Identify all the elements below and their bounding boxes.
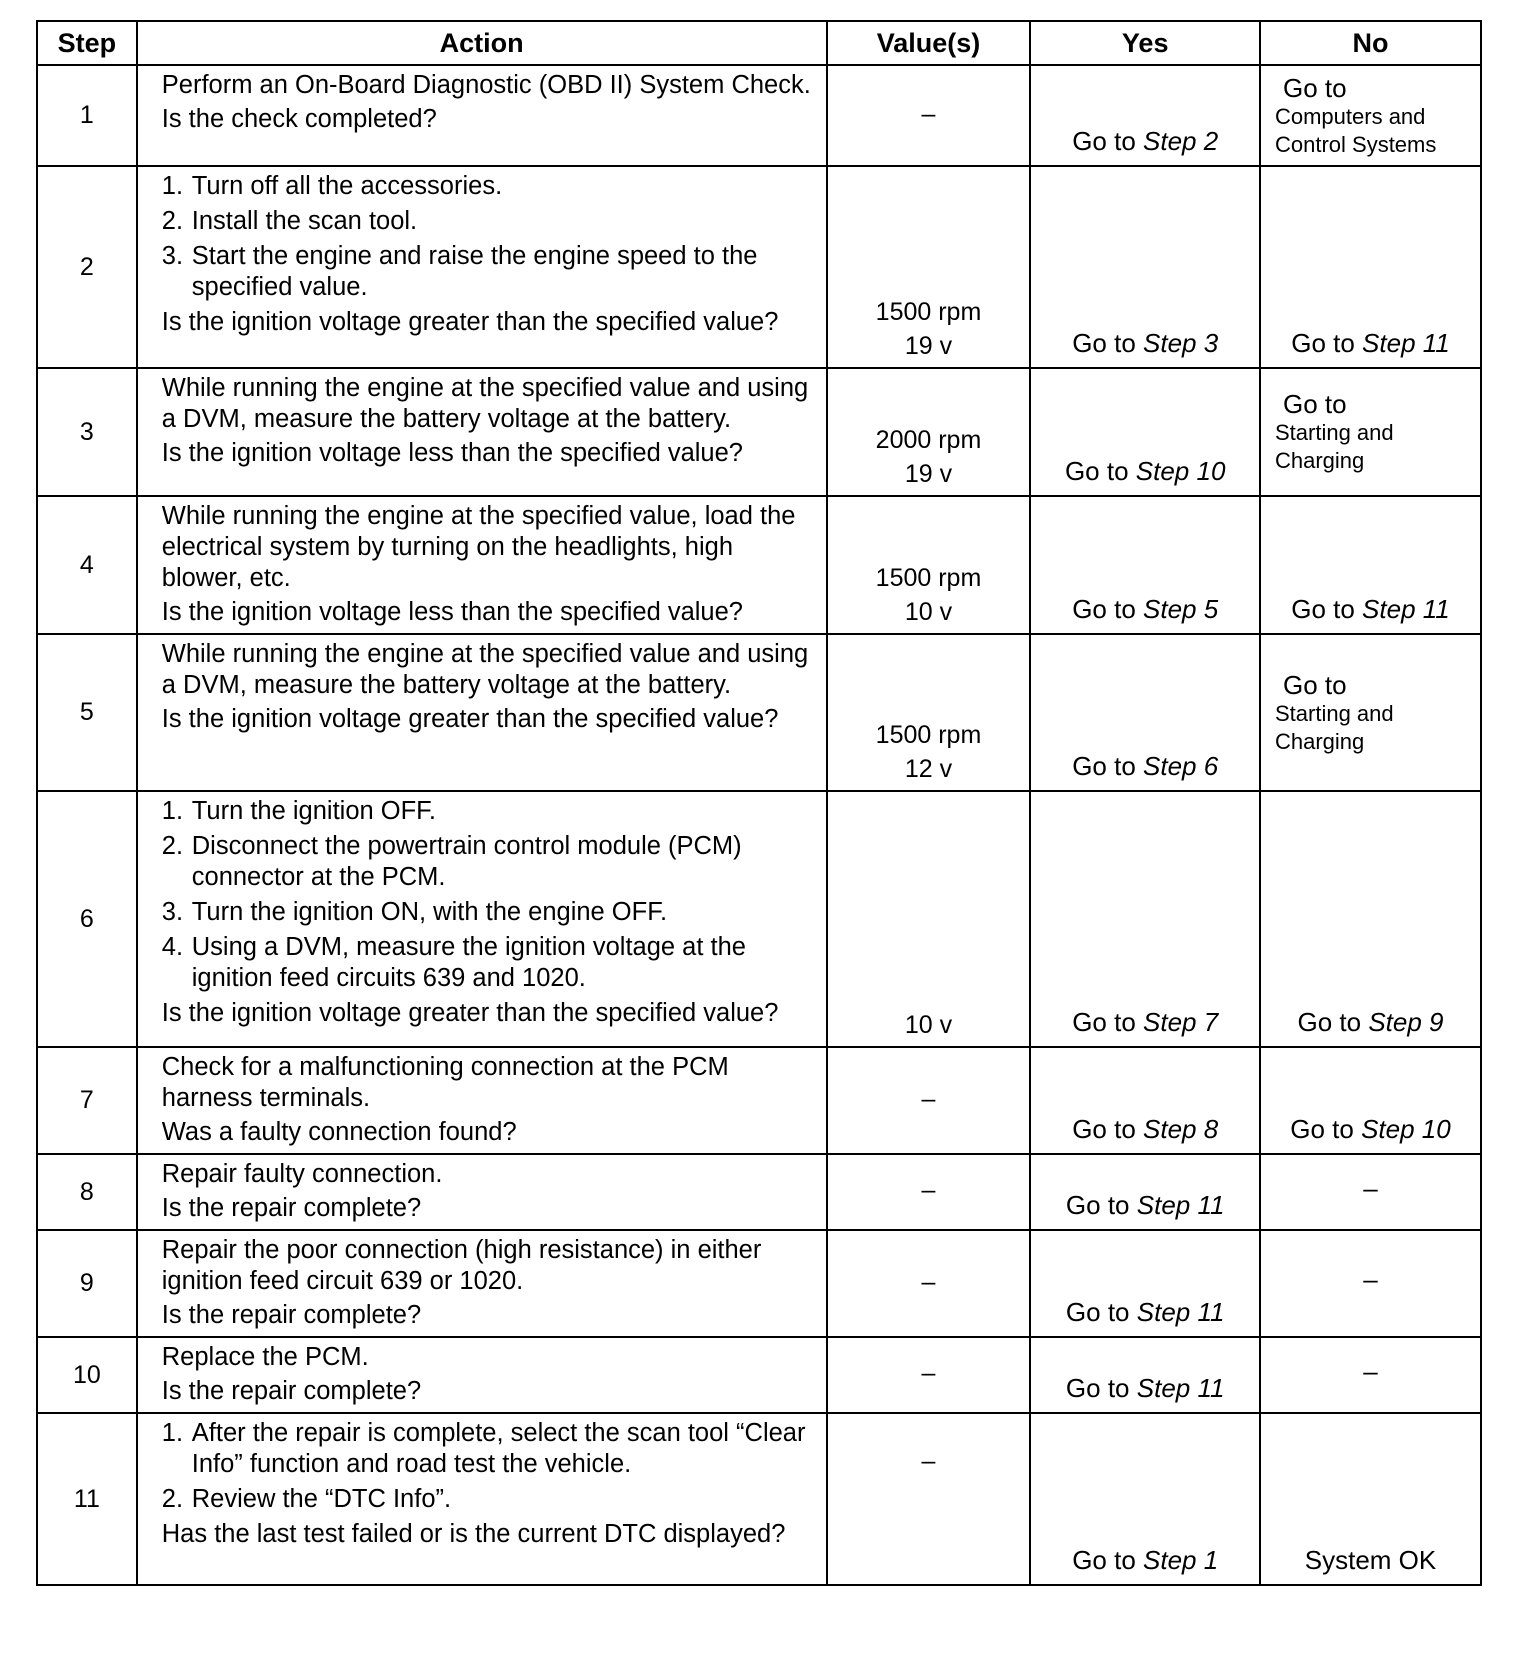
yes-prefix: Go to [1072,751,1144,781]
action-item [162,897,814,928]
value-cell [827,166,1031,368]
value-cell [827,791,1031,1047]
value-line: 1500 rpm [875,298,982,326]
no-cell [1260,368,1481,496]
yes-step-link: Step 7 [1143,1007,1219,1037]
value-line: 10 v [904,598,953,626]
yes-cell [1030,1337,1260,1413]
item-text: Start the engine and raise the engine speed to the specified value. [191,242,758,301]
action-question: Is the ignition voltage greater than the specified value? [161,705,779,733]
no-prefix: Go to [1297,1007,1369,1037]
yes-step-link: Step 10 [1135,456,1226,486]
table-row [37,368,1481,496]
table-row [37,791,1481,1047]
no-goto-target: Computers and Control Systems [1274,103,1437,157]
no-goto-target: Starting and Charging [1274,700,1394,754]
yes-prefix: Go to [1072,1545,1144,1575]
no-prefix: Go to [1290,1114,1362,1144]
value-cell: – [827,1413,1031,1585]
no-step-link: Step 11 [1362,328,1450,358]
step-number: 7 [37,1047,137,1154]
step-number: 5 [37,634,137,791]
action-cell [137,166,827,368]
yes-prefix: Go to [1072,126,1144,156]
action-cell [137,65,827,166]
action-cell [137,1413,827,1585]
no-cell: – [1260,1337,1481,1413]
item-text: Install the scan tool. [191,207,418,235]
yes-step-link: Step 11 [1136,1190,1225,1220]
table-row [37,634,1481,791]
no-cell [1260,496,1481,634]
item-text: After the repair is complete, select the scan tool “Clear Info” function and road test the vehicle. [191,1419,806,1478]
step-number: 1 [37,65,137,166]
item-number: 3. [161,242,184,270]
action-item [162,932,814,994]
action-cell [137,634,827,791]
value-line: 19 v [904,332,953,360]
action-cell [137,1154,827,1230]
no-cell [1260,65,1481,166]
no-cell: – [1260,1230,1481,1337]
value-line: 10 v [904,1011,953,1039]
no-cell [1260,634,1481,791]
action-text: Check for a malfunctioning connection at the PCM harness terminals. [161,1053,729,1112]
action-question: Has the last test failed or is the current DTC displayed? [161,1520,786,1548]
action-text: While running the engine at the specified value and using a DVM, measure the battery voltage at the battery. [161,640,809,699]
item-number: 1. [161,1419,184,1447]
yes-cell [1030,1230,1260,1337]
item-number: 2. [161,832,184,860]
no-cell [1260,791,1481,1047]
action-text: Replace the PCM. [161,1343,369,1371]
action-item [162,241,814,303]
value-cell: – [827,1047,1031,1154]
step-number: 9 [37,1230,137,1337]
no-cell [1260,1047,1481,1154]
item-text: Turn the ignition ON, with the engine OFF. [191,898,668,926]
action-item [162,831,814,893]
header-row [37,21,1481,65]
value-line: 1500 rpm [875,721,982,749]
no-goto-label: Go to [1282,389,1347,419]
action-item [162,1484,814,1515]
value-cell: – [827,1337,1031,1413]
item-number: 1. [161,172,184,200]
no-cell: System OK [1260,1413,1481,1585]
action-cell [137,1230,827,1337]
action-item [162,206,814,237]
action-question: Is the ignition voltage greater than the specified value? [161,308,779,336]
action-question: Is the repair complete? [161,1377,422,1405]
diagnostic-table [36,20,1482,1586]
step-number: 6 [37,791,137,1047]
action-text: While running the engine at the specified value, load the electrical system by turning on the headlights, high blower, etc. [161,502,796,592]
item-number: 2. [161,1485,184,1513]
no-prefix: Go to [1291,328,1363,358]
action-question: Is the ignition voltage less than the specified value? [161,439,743,467]
header-step: Step [37,21,137,65]
yes-step-link: Step 11 [1136,1297,1225,1327]
table-row [37,1413,1481,1585]
value-cell [827,496,1031,634]
value-cell [827,634,1031,791]
header-action: Action [137,21,827,65]
action-question: Was a faulty connection found? [161,1118,517,1146]
step-number: 8 [37,1154,137,1230]
no-cell [1260,166,1481,368]
no-step-link: Step 10 [1361,1114,1451,1144]
action-question: Is the repair complete? [161,1301,422,1329]
header-values: Value(s) [827,21,1031,65]
action-item [162,796,814,827]
yes-cell [1030,1154,1260,1230]
yes-prefix: Go to [1072,1114,1144,1144]
action-cell [137,791,827,1047]
yes-prefix: Go to [1072,1007,1144,1037]
step-number: 2 [37,166,137,368]
yes-cell [1030,496,1260,634]
action-question: Is the check completed? [161,105,437,133]
table-row [37,1154,1481,1230]
no-goto-target: Starting and Charging [1274,420,1394,473]
yes-step-link: Step 2 [1143,126,1219,156]
yes-cell [1030,166,1260,368]
yes-prefix: Go to [1072,594,1144,624]
yes-step-link: Step 1 [1143,1545,1219,1575]
item-number: 2. [161,207,184,235]
yes-step-link: Step 5 [1143,594,1219,624]
yes-prefix: Go to [1065,1297,1137,1327]
action-question: Is the ignition voltage greater than the specified value? [161,999,779,1027]
table-row [37,1337,1481,1413]
value-line: 2000 rpm [875,426,982,454]
table-row [37,166,1481,368]
yes-cell [1030,634,1260,791]
step-number: 4 [37,496,137,634]
action-text: Repair the poor connection (high resistance) in either ignition feed circuit 639 or 1020. [161,1236,762,1295]
action-cell [137,1047,827,1154]
action-text: While running the engine at the specified value and using a DVM, measure the battery voltage at the battery. [161,374,809,433]
item-text: Using a DVM, measure the ignition voltage at the ignition feed circuits 639 and 1020. [191,933,746,992]
table-row [37,496,1481,634]
action-cell [137,368,827,496]
no-cell: – [1260,1154,1481,1230]
action-cell [137,496,827,634]
item-text: Disconnect the powertrain control module (PCM) connector at the PCM. [191,832,742,891]
no-step-link: Step 11 [1362,594,1450,624]
action-item [162,1418,814,1480]
no-goto-label: Go to [1282,72,1347,103]
yes-step-link: Step 6 [1143,751,1219,781]
yes-step-link: Step 3 [1143,328,1219,358]
yes-cell [1030,1413,1260,1585]
action-cell [137,1337,827,1413]
table-row [37,1230,1481,1337]
no-prefix: Go to [1291,594,1363,624]
item-number: 4. [161,933,184,961]
value-cell: – [827,1230,1031,1337]
value-line: 12 v [904,755,953,783]
item-text: Turn the ignition OFF. [191,797,437,825]
step-number: 10 [37,1337,137,1413]
yes-cell [1030,368,1260,496]
value-line: 1500 rpm [875,564,982,592]
yes-step-link: Step 11 [1136,1373,1225,1403]
no-goto-label: Go to [1282,669,1347,700]
value-cell [827,368,1031,496]
no-step-link: Step 9 [1368,1007,1444,1037]
step-number: 3 [37,368,137,496]
item-number: 1. [161,797,184,825]
action-text: Perform an On-Board Diagnostic (OBD II) System Check. [161,71,811,99]
value-cell: – [827,1154,1031,1230]
value-line: 19 v [904,460,953,488]
item-text: Turn off all the accessories. [191,172,503,200]
yes-cell [1030,791,1260,1047]
item-text: Review the “DTC Info”. [191,1485,452,1513]
yes-prefix: Go to [1072,328,1144,358]
yes-step-link: Step 8 [1143,1114,1219,1144]
step-number: 11 [37,1413,137,1585]
action-item [162,171,814,202]
yes-prefix: Go to [1065,1373,1137,1403]
value-cell: – [827,65,1031,166]
table-row [37,1047,1481,1154]
table-row [37,65,1481,166]
item-number: 3. [161,898,184,926]
yes-cell [1030,65,1260,166]
header-no: No [1260,21,1481,65]
yes-prefix: Go to [1065,1190,1137,1220]
yes-prefix: Go to [1064,456,1136,486]
action-question: Is the repair complete? [161,1194,422,1222]
action-text: Repair faulty connection. [161,1160,443,1188]
yes-cell [1030,1047,1260,1154]
header-yes: Yes [1030,21,1260,65]
action-question: Is the ignition voltage less than the specified value? [161,598,743,626]
